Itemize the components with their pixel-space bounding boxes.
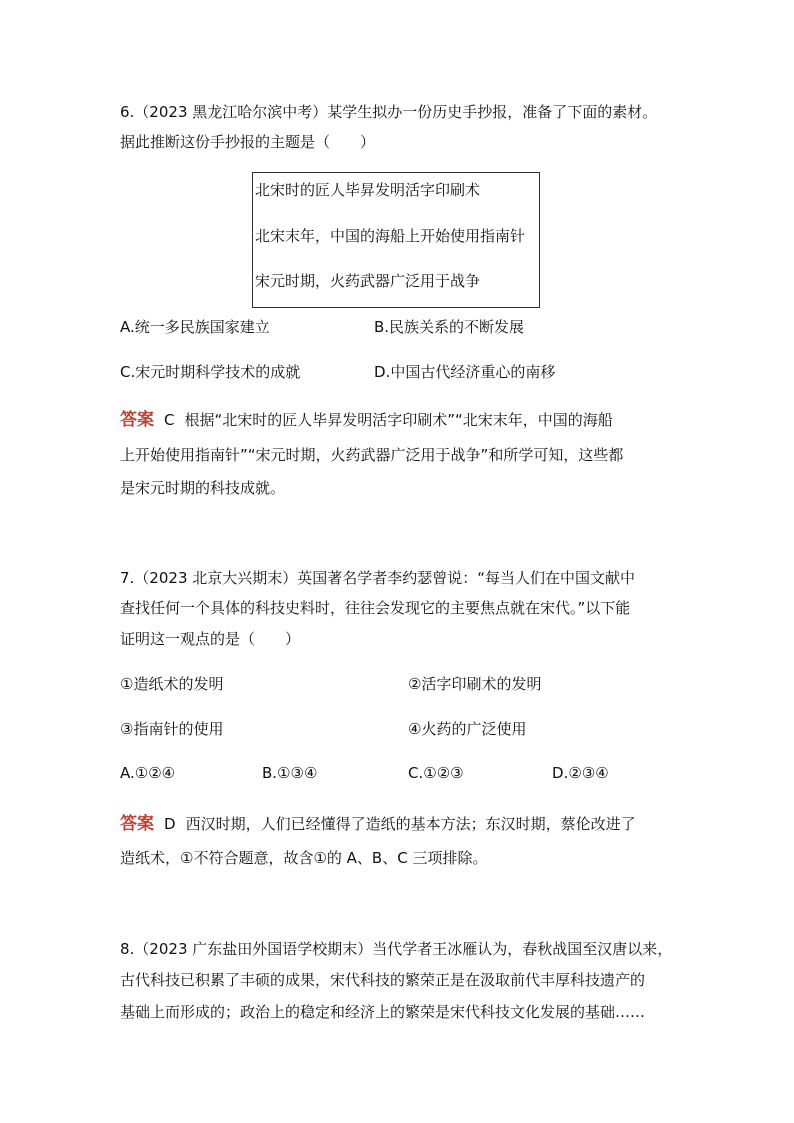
q6-option-a: A.统一多民族国家建立 [120, 318, 270, 336]
q6-material-line-3: 宋元时期，火药武器广泛用于战争 [255, 272, 481, 290]
q7-option-a: A.①②④ [120, 764, 176, 782]
q7-answer-text-1: 西汉时期，人们已经懂得了造纸的基本方法；东汉时期，蔡伦改进了 [185, 815, 636, 833]
q7-answer-letter: D [164, 815, 176, 833]
q7-option-c: C.①②③ [408, 764, 464, 782]
q7-stem-line-1: 7.（2023 北京大兴期末）英国著名学者李约瑟曾说：“每当人们在中国文献中 [120, 569, 636, 587]
q7-stem-line-3: 证明这一观点的是（ ） [120, 630, 301, 648]
q7-item-4: ④火药的广泛使用 [408, 720, 527, 738]
q7-answer-line-2: 造纸术，①不符合题意，故含①的 A、B、C 三项排除。 [120, 849, 488, 867]
q6-option-c: C.宋元时期科学技术的成就 [120, 363, 301, 381]
q8-stem-line-1: 8.（2023 广东盐田外国语学校期末）当代学者王冰雁认为，春秋战国至汉唐以来， [120, 940, 673, 958]
q8-stem-line-2: 古代科技已积累了丰硕的成果，宋代科技的繁荣正是在汲取前代丰厚科技遗产的 [120, 971, 646, 989]
q7-answer-line-1 [120, 813, 636, 835]
q7-item-2: ②活字印刷术的发明 [408, 675, 542, 693]
q6-answer-line-3: 是宋元时期的科技成就。 [120, 479, 286, 497]
q7-option-d: D.②③④ [552, 764, 609, 782]
q6-answer-line-2: 上开始使用指南针”“宋元时期，火药武器广泛用于战争”和所学可知，这些都 [120, 446, 624, 464]
q6-stem-line-1: 6.（2023 黑龙江哈尔滨中考）某学生拟办一份历史手抄报，准备了下面的素材。 [120, 103, 658, 121]
q6-answer-letter: C [164, 411, 175, 429]
q7-item-1: ①造纸术的发明 [120, 675, 224, 693]
q6-material-line-2: 北宋末年，中国的海船上开始使用指南针 [255, 227, 526, 245]
q6-answer-text-1: 根据“北宋时的匠人毕昇发明活字印刷术”“北宋末年，中国的海船 [184, 411, 613, 429]
q7-answer-label: 答案 [120, 814, 154, 834]
q6-option-b: B.民族关系的不断发展 [374, 318, 525, 336]
q6-option-d: D.中国古代经济重心的南移 [374, 363, 556, 381]
q6-material-box [252, 172, 540, 308]
q8-stem-line-3: 基础上而形成的；政治上的稳定和经济上的繁荣是宋代科技文化发展的基础…… [120, 1003, 646, 1021]
q7-stem-line-2: 查找任何一个具体的科技史料时，往往会发现它的主要焦点就在宋代。”以下能 [120, 599, 631, 617]
q6-material-line-1: 北宋时的匠人毕昇发明活字印刷术 [255, 181, 481, 199]
q6-answer-label: 答案 [120, 410, 154, 430]
q7-item-3: ③指南针的使用 [120, 720, 224, 738]
q6-stem-line-2: 据此推断这份手抄报的主题是（ ） [120, 133, 376, 151]
q6-answer-line-1 [120, 409, 613, 431]
q7-option-b: B.①③④ [262, 764, 318, 782]
